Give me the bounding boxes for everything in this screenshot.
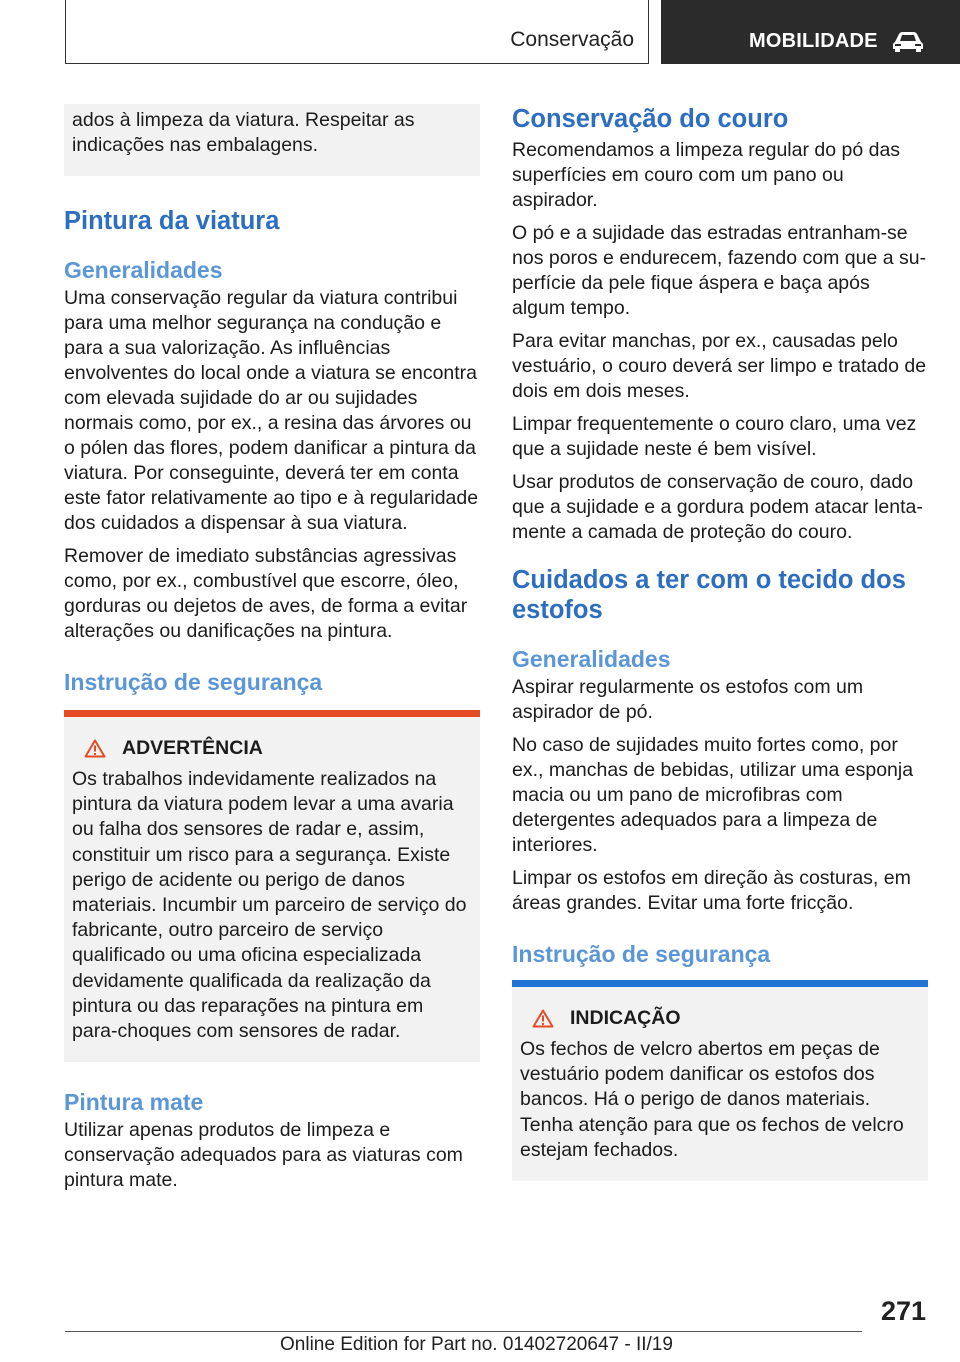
notice-text: Os fechos de velcro abertos em peças de vestuário podem danificar os estofos dos bancos. Há o perigo de danos materiais. Tenha atenção para que os fechos de velcro estejam fechados. (520, 1038, 904, 1161)
header-chapter-label: MOBILIDADE (749, 30, 878, 52)
footer-edition-text: Online Edition for Part no. 01402720647 - II/19 (280, 1334, 673, 1355)
right-column (512, 104, 928, 1181)
heading-pintura-da-viatura: Pintura da viatura (64, 207, 280, 235)
paragraph-couro-5: Usar produtos de conservação de couro, dado que a sujidade e a gordura podem atacar lentamente a camada de proteção do couro. (512, 471, 923, 543)
car-icon (891, 30, 925, 52)
header-section-title: Conservação (510, 28, 634, 51)
paragraph-estofos-1: Aspirar regularmente os estofos com um aspirador de pó. (512, 676, 864, 723)
subheading-instrucao-seguranca-estofos: Instrução de segurança (512, 941, 771, 967)
paragraph-couro-1: Recomendamos a limpeza regular do pó das superfícies em couro com um pano ou aspirador. (512, 139, 901, 211)
notice-title: INDICAÇÃO (570, 1006, 681, 1029)
subheading-generalidades: Generalidades (64, 257, 223, 283)
paragraph-estofos-3: Limpar os estofos em direção às costuras, em áreas grandes. Evitar uma forte fricção. (512, 867, 911, 914)
heading-conservacao-couro: Conservação do couro (512, 105, 789, 133)
paragraph-couro-4: Limpar frequentemente o couro claro, uma vez que a sujidade neste é bem visível. (512, 413, 917, 460)
notice-title-row (520, 1005, 920, 1031)
warning-box (64, 710, 480, 1062)
header-chapter-tab (661, 0, 960, 64)
warning-triangle-icon (532, 1009, 554, 1028)
continuation-box (64, 104, 480, 176)
header-section-frame (65, 0, 649, 64)
paragraph-couro-2: O pó e a sujidade das estradas entranham-se nos poros e endurecem, fazendo com que a superfície da pele fique áspera e baça após algum tempo. (512, 222, 927, 319)
heading-tecido-estofos: Cuidados a ter com o tecido dos estofos (512, 566, 906, 624)
warning-text: Os trabalhos indevidamente realizados na pintura da viatura podem levar a uma avaria ou falha dos sensores de radar e, assim, constituir um risco para a segurança. Existe perigo de acidente ou perigo de danos materiais. Incumbir um parceiro de serviço do fabricante, outro parceiro de serviço qualificado ou uma oficina especializada devidamente qualificada da realização da pintura ou das reparações na pintura em para-choques com sensores de radar. (72, 768, 467, 1043)
footer-divider (65, 1331, 862, 1332)
subheading-generalidades-estofos: Generalidades (512, 646, 671, 672)
warning-title-row (72, 735, 472, 761)
paragraph-pintura-mate: Utilizar apenas produtos de limpeza e conservação adequados para as viaturas com pintura mate. (64, 1119, 463, 1192)
warning-title: ADVERTÊNCIA (122, 736, 263, 759)
left-column (64, 104, 480, 1201)
paragraph-pintura-2: Remover de imediato substâncias agressivas como, por ex., combustível que escorre, óleo, gorduras ou dejetos de aves, de forma a evitar alterações ou danificações na pintura. (64, 545, 468, 642)
paragraph-pintura-1: Uma conservação regular da viatura contribui para uma melhor segurança na condução e para a sua valorização. As influências envolventes do local onde a viatura se encontra com elevada sujidade do ar ou sujidades normais como, por ex., a resina das árvores ou o pólen das flores, podem danificar a pintura da viatura. Por conseguinte, deverá ter em conta este fator relativamente ao tipo e à regularidade dos cuidados a dispensar à sua viatura. (64, 287, 479, 534)
paragraph-couro-3: Para evitar manchas, por ex., causadas pelo vestuário, o couro deverá ser limpo e tratado de dois em dois meses. (512, 330, 927, 402)
warning-triangle-icon (84, 739, 106, 758)
subheading-instrucao-seguranca: Instrução de segurança (64, 669, 323, 695)
paragraph-estofos-2: No caso de sujidades muito fortes como, por ex., manchas de bebidas, utilizar uma esponja macia ou um pano de microfibras com detergentes adequados para a limpeza de interiores. (512, 734, 914, 856)
page-number: 271 (880, 1296, 926, 1326)
notice-box (512, 980, 928, 1181)
continuation-text: ados à limpeza da viatura. Respeitar as indicações nas embalagens. (72, 109, 415, 156)
subheading-pintura-mate: Pintura mate (64, 1089, 204, 1116)
